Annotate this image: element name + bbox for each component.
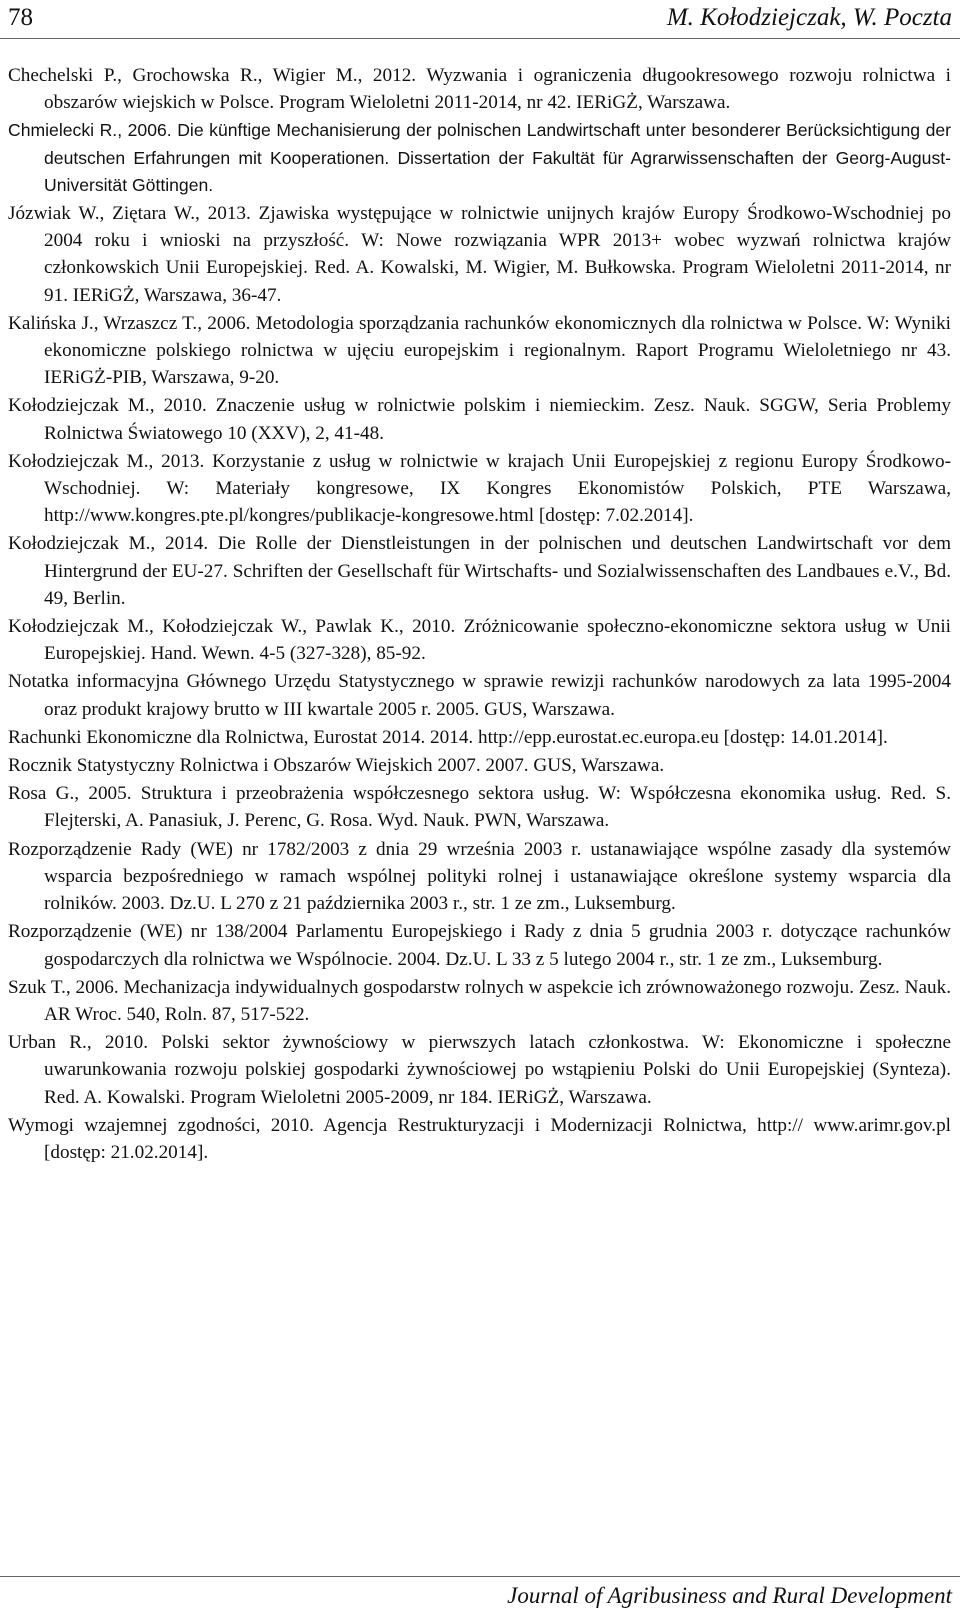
reference-entry: Kołodziejczak M., 2010. Znaczenie usług w rolnictwie polskim i niemieckim. Zesz. Nauk. SGGW, Seria Problemy Rolnictwa Światowego 10 (XXV), 2, 41-48. — [8, 395, 951, 444]
running-head-authors: M. Kołodziejczak, W. Poczta — [666, 4, 952, 31]
reference-entry: Kołodziejczak M., 2014. Die Rolle der Dienstleistungen in der polnischen und deutschen Landwirtschaft vor dem Hintergrund der EU-27. Schriften der Gesellschaft für Wirtschafts- und Sozialwissenschaften des Landbaues e.V., Bd. 49, Berlin. — [8, 533, 951, 609]
reference-entry: Kalińska J., Wrzaszcz T., 2006. Metodologia sporządzania rachunków ekonomicznych dla rolnictwa w Polsce. W: Wyniki ekonomiczne polskiego rolnictwa w ujęciu europejskim i regionalnym. Raport Programu Wieloletniego nr 43. IERiGŻ-PIB, Warszawa, 9-20. — [8, 312, 951, 389]
reference-entry: Rosa G., 2005. Struktura i przeobrażenia współczesnego sektora usług. W: Współczesna ekonomika usług. Red. S. Flejterski, A. Panasiuk, J. Perenc, G. Rosa. Wyd. Nauk. PWN, Warszawa. — [8, 783, 951, 832]
reference-entry: Kołodziejczak M., 2013. Korzystanie z usług w rolnictwie w krajach Unii Europejskiej z regionu Europy Środkowo-Wschodniej. W: Materiały kongresowe, IX Kongres Ekonomistów Polskich, PTE Warszawa, http://www.kongres.pte.pl/kongres/publikacje-kongresowe.html [dostęp: 7.02.2014]. — [8, 450, 951, 527]
header-rule — [0, 38, 960, 39]
reference-entry: Urban R., 2010. Polski sektor żywnościowy w pierwszych latach członkostwa. W: Ekonomiczne i społeczne uwarunkowania rozwoju polskiej gospodarki żywnościowej po wstąpieniu Polski do Unii Europejskiej (Synteza). Red. A. Kowalski. Program Wieloletni 2005-2009, nr 184. IERiGŻ, Warszawa. — [8, 1032, 951, 1108]
reference-entry: Kołodziejczak M., Kołodziejczak W., Pawlak K., 2010. Zróżnicowanie społeczno-ekonomiczne sektora usług w Unii Europejskiej. Hand. Wewn. 4-5 (327-328), 85-92. — [8, 616, 951, 665]
reference-entry: Józwiak W., Ziętara W., 2013. Zjawiska występujące w rolnictwie unijnych krajów Europy Środkowo-Wschodniej po 2004 roku i wnioski na przyszłość. W: Nowe rozwiązania WPR 2013+ wobec wyzwań rolnictwa krajów członkowskich Unii Europejskiej. Red. A. Kowalski, M. Wigier, M. Bułkowska. Program Wieloletni 2011-2014, nr 91. IERiGŻ, Warszawa, 36-47. — [8, 203, 951, 306]
page-number: 78 — [8, 4, 33, 31]
reference-entry: Rachunki Ekonomiczne dla Rolnictwa, Eurostat 2014. 2014. http://epp.eurostat.ec.europa.eu [dostęp: 14.01.2014]. — [8, 726, 888, 748]
reference-entry: Rozporządzenie Rady (WE) nr 1782/2003 z dnia 29 września 2003 r. ustanawiające wspólne zasady dla systemów wsparcia bezpośredniego w ramach wspólnej polityki rolnej i ustanawiające określone systemy wsparcia dla rolników. 2003. Dz.U. L 270 z 21 października 2003 r., str. 1 ze zm., Luksemburg. — [8, 838, 951, 915]
footer-rule — [0, 1576, 960, 1577]
reference-list — [8, 62, 951, 1167]
reference-entry: Szuk T., 2006. Mechanizacja indywidualnych gospodarstw rolnych w aspekcie ich zrównoważonego rozwoju. Zesz. Nauk. AR Wroc. 540, Roln. 87, 517-522. — [8, 976, 951, 1025]
page-header — [0, 0, 960, 40]
reference-entry: Chechelski P., Grochowska R., Wigier M., 2012. Wyzwania i ograniczenia długookresowego rozwoju rolnictwa i obszarów wiejskich w Polsce. Program Wieloletni 2011-2014, nr 42. IERiGŻ, Warszawa. — [8, 65, 951, 114]
reference-entry: Chmielecki R., 2006. Die künftige Mechanisierung der polnischen Landwirtschaft unter besonderer Berücksichtigung der deutschen Erfahrungen mit Kooperationen. Dissertation der Fakultät für Agrarwissenschaften der Georg-August-Universität Göttingen. — [8, 120, 951, 195]
reference-entry: Notatka informacyjna Głównego Urzędu Statystycznego w sprawie rewizji rachunków narodowych za lata 1995-2004 oraz produkt krajowy brutto w III kwartale 2005 r. 2005. GUS, Warszawa. — [8, 671, 951, 720]
reference-entry: Wymogi wzajemnej zgodności, 2010. Agencja Restrukturyzacji i Modernizacji Rolnictwa, http:// www.arimr.gov.pl [dostęp: 21.02.2014]. — [8, 1114, 951, 1163]
reference-entry: Rozporządzenie (WE) nr 138/2004 Parlamentu Europejskiego i Rady z dnia 5 grudnia 2003 r. dotyczące rachunków gospodarczych dla rolnictwa we Wspólnocie. 2004. Dz.U. L 33 z 5 lutego 2004 r., str. 1 ze zm., Luksemburg. — [8, 921, 951, 970]
journal-name: Journal of Agribusiness and Rural Development — [507, 1583, 952, 1608]
reference-entry: Rocznik Statystyczny Rolnictwa i Obszarów Wiejskich 2007. 2007. GUS, Warszawa. — [8, 755, 665, 777]
